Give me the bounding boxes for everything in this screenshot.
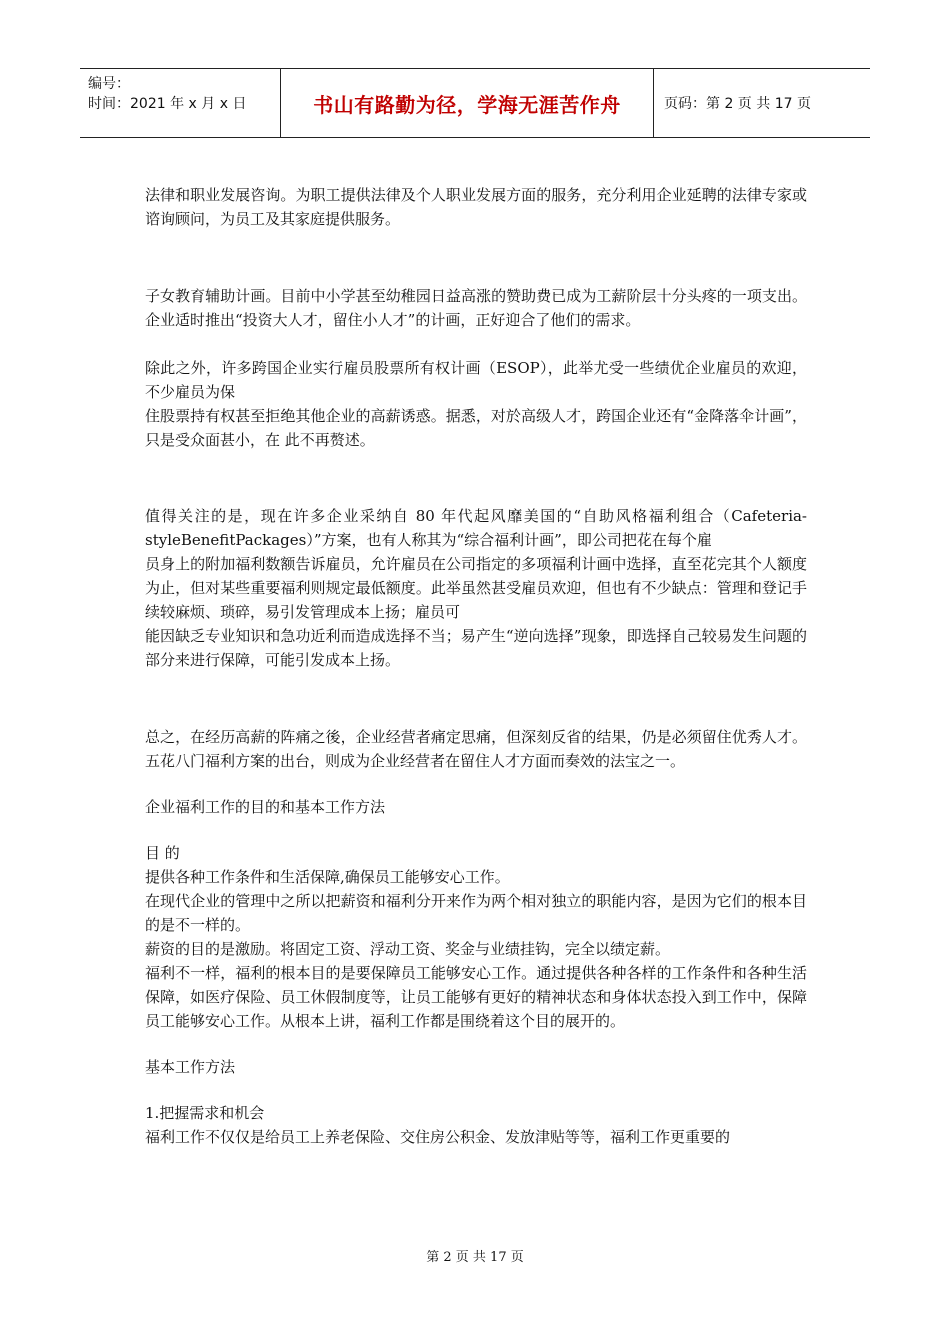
document-body: [145, 183, 807, 1149]
purpose-title: 目 的: [145, 844, 180, 862]
header-page-info-cell: [664, 69, 870, 137]
method-1-title: 1.把握需求和机会: [145, 1104, 265, 1122]
header-motto: 书山有路勤为径，学海无涯苦作舟: [281, 69, 654, 137]
purpose-line-4: 福利不一样，福利的根本目的是要保障员工能够安心工作。通过提供各种各样的工作条件和各种生活保障，如医疗保险、员工休假制度等，让员工能够有更好的精神状态和身体状态投入到工作中，保障员工能够安心工作。从根本上讲，福利工作都是围绕着这个目的展开的。: [145, 964, 807, 1030]
section-heading-purpose-methods: 企业福利工作的目的和基本工作方法: [145, 798, 386, 816]
header-meta-cell: [80, 69, 281, 137]
purpose-line-1: 提供各种工作条件和生活保障,确保员工能够安心工作。: [145, 868, 510, 886]
method-1-text: 福利工作不仅仅是给员工上养老保险、交住房公积金、发放津贴等等，福利工作更重要的: [145, 1128, 731, 1146]
page-footer: 第 2 页 共 17 页: [426, 1250, 524, 1265]
purpose-line-2: 在现代企业的管理中之所以把薪资和福利分开来作为两个相对独立的职能内容，是因为它们的根本目的是不一样的。: [145, 892, 807, 934]
paragraph-conclusion: 总之，在经历高薪的阵痛之後，企业经营者痛定思痛，但深刻反省的结果，仍是必须留住优秀人才。五花八门福利方案的出台，则成为企业经营者在留住人才方面而奏效的法宝之一。: [145, 728, 807, 770]
header-page-info: 页码：第 2 页 共 17 页: [664, 96, 811, 112]
paragraph-child-education: 子女教育辅助计画。目前中小学甚至幼稚园日益高涨的赞助费已成为工薪阶层十分头疼的一项支出。企业适时推出“投资大人才，留住小人才”的计画，正好迎合了他们的需求。: [145, 287, 807, 329]
purpose-line-3: 薪资的目的是激励。将固定工资、浮动工资、奖金与业绩挂钩，完全以绩定薪。: [145, 940, 671, 958]
paragraph-cafeteria-b: 员身上的附加福利数额告诉雇员，允许雇员在公司指定的多项福利计画中选择，直至花完其个人额度为止，但对某些重要福利则规定最低额度。此举虽然甚受雇员欢迎，但也有不少缺点：管理和登记手续较麻烦、琐碎，易引发管理成本上扬；雇员可: [145, 555, 807, 621]
page-header: [80, 68, 870, 138]
paragraph-esop-a: 除此之外，许多跨国企业实行雇员股票所有权计画（ESOP），此举尤受一些绩优企业雇员的欢迎，不少雇员为保: [145, 359, 807, 401]
paragraph-cafeteria-a: 值得关注的是，现在许多企业采纳自 80 年代起风靡美国的“自助风格福利组合（Cafeteria-styleBenefitPackages）”方案，也有人称其为“综合福利计画”，即公司把花在每个雇: [145, 507, 807, 549]
paragraph-cafeteria-c: 能因缺乏专业知识和急功近利而造成选择不当；易产生“逆向选择”现象，即选择自己较易发生问题的部分来进行保障，可能引发成本上扬。: [145, 627, 807, 669]
document-date: 时间：2021 年 x 月 x 日: [88, 96, 247, 112]
document-code-label: 编号：: [88, 76, 130, 92]
paragraph-esop-b: 住股票持有权甚至拒绝其他企业的高薪诱惑。据悉，对於高级人才，跨国企业还有“金降落伞计画”，只是受众面甚小，在 此不再赘述。: [145, 407, 807, 449]
paragraph-legal-career: 法律和职业发展咨询。为职工提供法律及个人职业发展方面的服务，充分利用企业延聘的法律专家或谘询顾问，为员工及其家庭提供服务。: [145, 186, 807, 228]
section-heading-methods: 基本工作方法: [145, 1058, 236, 1076]
